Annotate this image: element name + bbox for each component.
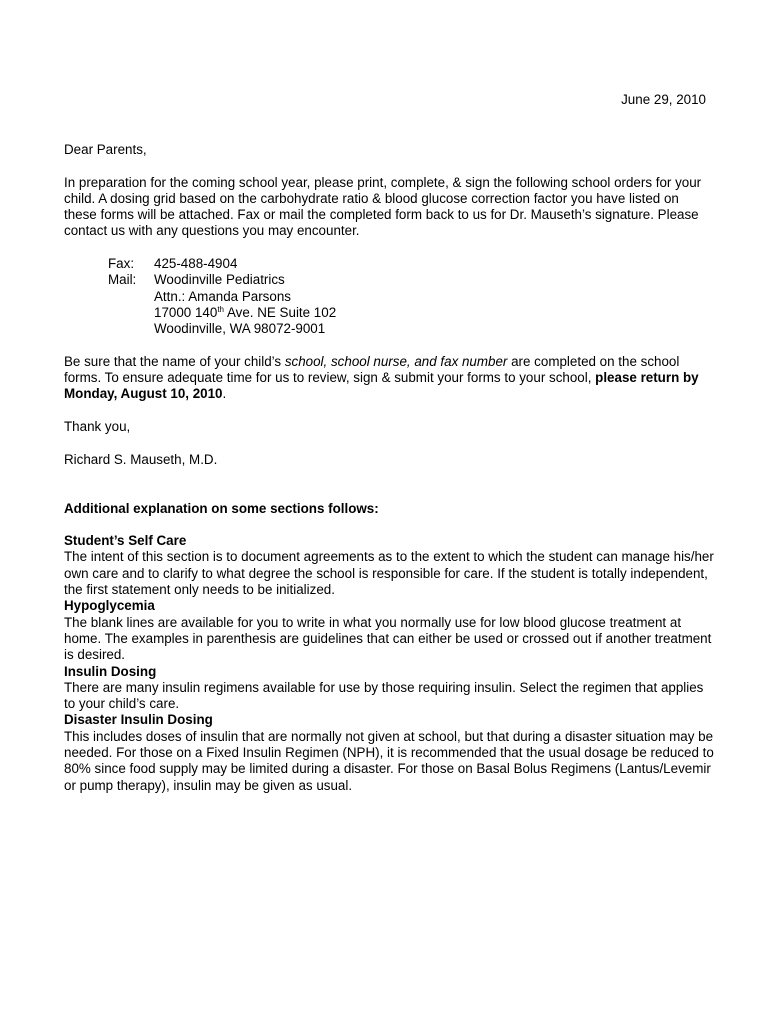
fax-label: Fax: (108, 256, 135, 272)
mail-street (108, 305, 714, 321)
contact-block (108, 256, 714, 337)
fax-row (108, 256, 714, 272)
mail-label: Mail: (108, 272, 137, 288)
section-body-disaster-dosing: This includes doses of insulin that are normally not given at school, but that during a disaster situation may be needed. For those on a Fixed Insulin Regimen (NPH), it is recommended that the usual dosage be reduced to 80% since food supply may be limited during a disaster. For those on Basal Bolus Regimens (Lantus/Levemir or pump therapy), insulin may be given as usual. (64, 728, 714, 793)
section-body-self-care: The intent of this section is to document agreements as to the extent to which the student can manage his/her own care and to clarify to what degree the school is responsible for care. If the student is totally independent, the first statement only needs to be initialized. (64, 549, 714, 598)
explanation-sections (64, 533, 714, 794)
reminder-paragraph (64, 354, 714, 403)
section-title-disaster-dosing: Disaster Insulin Dosing (64, 712, 213, 728)
street-number: 17000 140 (154, 304, 218, 320)
section-body-insulin-dosing: There are many insulin regimens available for use by those requiring insulin. Select the regimen that applies to your child’s care. (64, 679, 704, 712)
reminder-text-3: . (222, 386, 227, 402)
section-title-self-care: Student’s Self Care (64, 533, 187, 549)
mail-city: Woodinville, WA 98072-9001 (154, 321, 326, 337)
reminder-text-1: Be sure that the name of your child’s (64, 353, 285, 369)
explanation-heading: Additional explanation on some sections follows: (64, 500, 379, 516)
signature: Richard S. Mauseth, M.D. (64, 451, 218, 467)
letter-date: June 29, 2010 (621, 92, 706, 107)
mail-row (108, 272, 714, 288)
street-ordinal: th (217, 304, 224, 314)
reminder-deadline: please return by Monday, August 10, 2010 (64, 370, 699, 402)
salutation: Dear Parents, (64, 142, 147, 157)
mail-name: Woodinville Pediatrics (154, 272, 285, 288)
mail-attn: Attn.: Amanda Parsons (154, 288, 291, 304)
intro-paragraph: In preparation for the coming school year, please print, complete, & sign the following school orders for your child. A dosing grid based on the carbohydrate ratio & blood glucose correction factor you have listed on these forms will be attached. Fax or mail the completed form back to us for Dr. Mauseth’s signature. Please contact us with any questions you may encounter. (64, 174, 702, 239)
section-body-hypoglycemia: The blank lines are available for you to write in what you normally use for low blood glucose treatment at home. The examples in parenthesis are guidelines that can either be used or crossed out if another treatment is desired. (64, 614, 712, 663)
reminder-text-2: are completed on the school forms. To ensure adequate time for us to review, sign & submit your forms to your school, (64, 353, 680, 386)
street-rest: Ave. NE Suite 102 (223, 304, 337, 320)
closing: Thank you, (64, 419, 131, 435)
reminder-italic: school, school nurse, and fax number (284, 353, 508, 369)
letter-body (64, 142, 714, 794)
section-title-insulin-dosing: Insulin Dosing (64, 663, 157, 679)
section-title-hypoglycemia: Hypoglycemia (64, 598, 155, 614)
fax-number: 425-488-4904 (154, 256, 238, 272)
